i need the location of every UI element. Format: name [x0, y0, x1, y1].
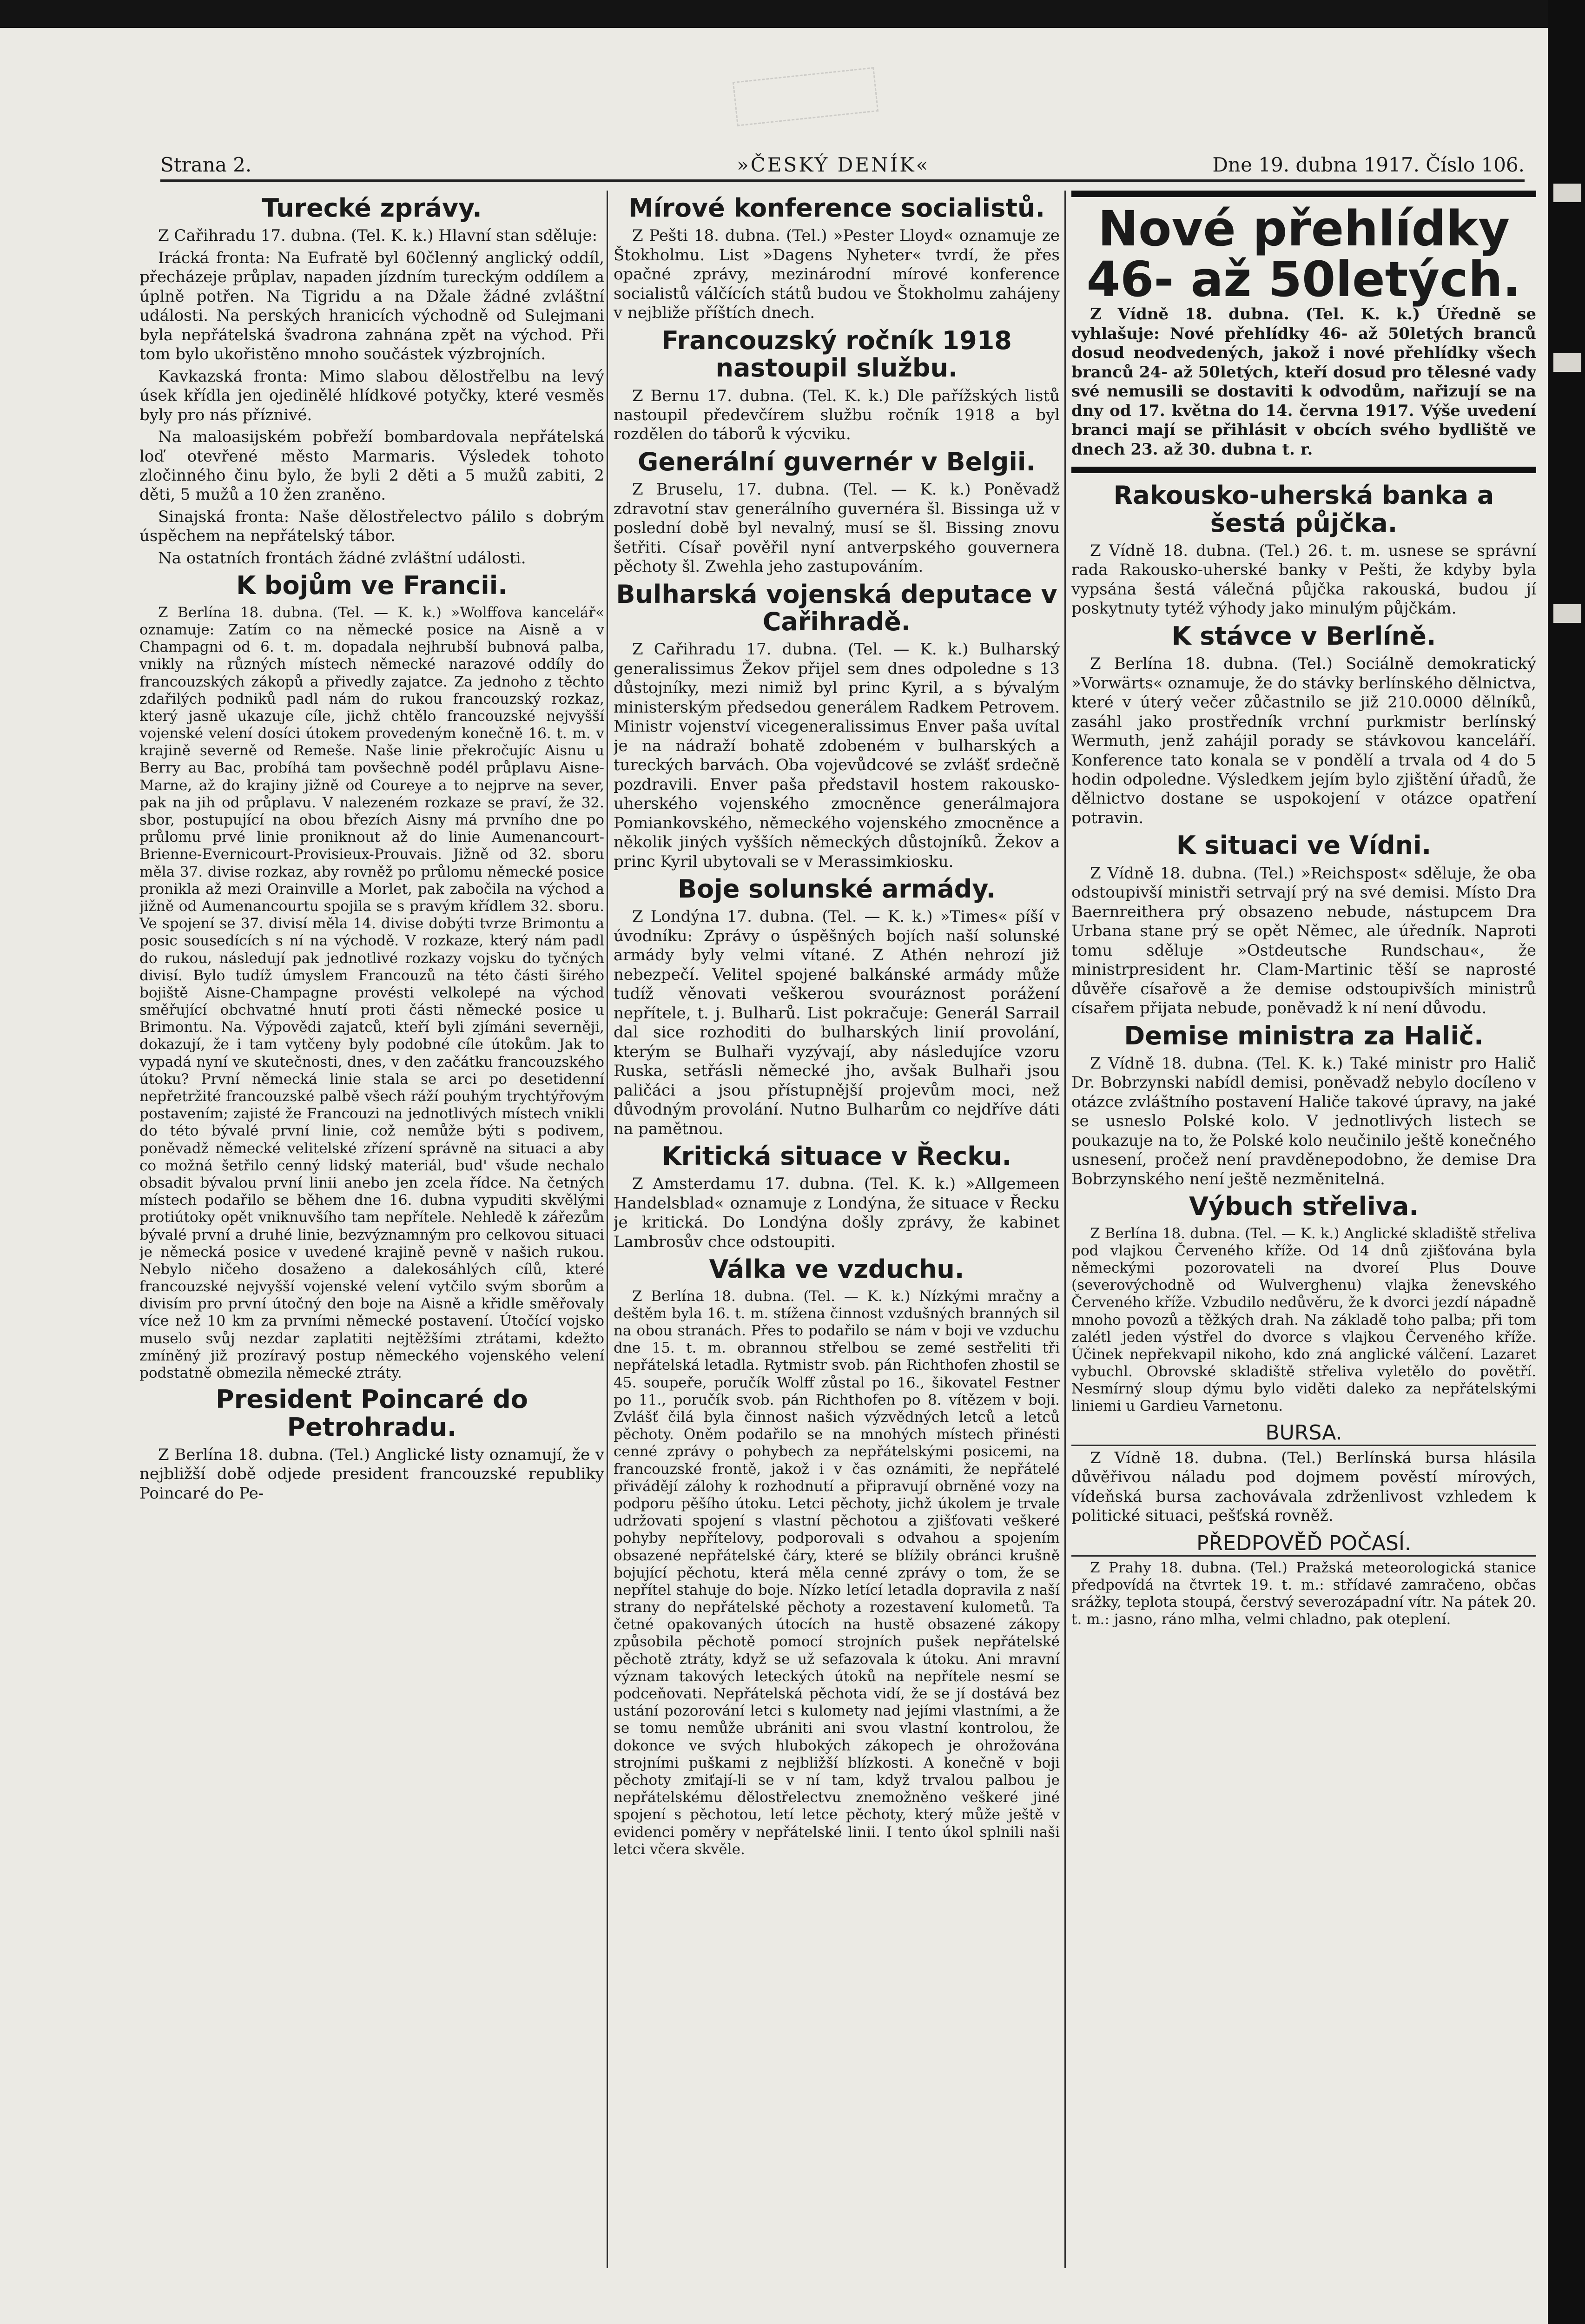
adjacent-page-fragment [1553, 604, 1581, 623]
article-text: Irácká fronta: Na Eufratě byl 60členný anglický oddíl, přecházeje průplav, napaden jízdním tureckým oddílem a úplně potřen. Na Tigridu a na Džale žádné zvláštní události. Na perských hranicích východně od Sulejmani byla nepřátelská švadrona zahnána zpět na východ. Při tom bylo ukořistěno mnoho součástek výzbrojních. [139, 248, 604, 364]
article-text: Z Berlína 18. dubna. (Tel.) Sociálně demokratický »Vorwärts« oznamuje, že do stávky berlínského dělnictva, které v úterý večer zůčastnilo se již 210.0000 dělníků, zasáhl jako prostředník vrchní purkmistr berlínský Wermuth, jenž zahájil porady se stávkovou kanceláří. Konference tato konala se v pondělí a trvala od 4 do 5 hodin odpoledne. Výsledkem jejím bylo zjištění úřadů, že dělnictvo dostane se uspokojení v otázce opatření potravin. [1071, 654, 1536, 827]
announcement-text: Z Vídně 18. dubna. (Tel. K. k.) Úředně se vyhlašuje: Nové přehlídky 46- až 50letých branců dosud neodvedených, jakož i nové přehlídky všech branců 24- až 50letých, kteří dosud pro tělesné vady své nemusili se dostaviti k odvodům, nařizují se na dny od 17. května do 14. června 1917. Výše uvedení branci mají se přihlásit v obcích svého bydliště ve dnech 23. až 30. dubna t. r. [1071, 305, 1536, 459]
article-heading: Výbuch střeliva. [1189, 1192, 1419, 1221]
article-text: Kavkazská fronta: Mimo slabou dělostřelbu na levý úsek křídla jen ojedinělé hlídkové potyčky, které vesměs byly pro nás příznivé. [139, 367, 604, 424]
article-heading: Rakousko-uherská banka a šestá půjčka. [1113, 481, 1494, 538]
article-text: Z Vídně 18. dubna. (Tel.) »Reichspost« sděluje, že oba odstoupivší ministři setrvají prý na své demisi. Místo Dra Baernreithera prý obsazeno nebude, nástupcem Dra Urbana stane prý se opět Němec, ale úředník. Naproti tomu sděluje »Ostdeutsche Rundschau«, že ministrpresident hr. Clam-Martinic těší se naprosté důvěře císařově a že demise odstoupivších ministrů císařem přijata nebude, poněvadž k ní není důvodu. [1071, 864, 1536, 1018]
article-text: Z Cařihradu 17. dubna. (Tel. K. k.) Hlavní stan sděluje: [158, 226, 598, 245]
article-heading: Francouzský ročník 1918 nastoupil službu. [661, 325, 1012, 383]
newspaper-title: »ČESKÝ DENÍK« [737, 153, 930, 176]
article-text: Z Cařihradu 17. dubna. (Tel. — K. k.) Bulharský generalissimus Žekov přijel sem dnes odpoledne s 13 důstojníky, mezi nimiž byl princ Kyril, a s bývalým ministerským předsedou generálem Radkem Petrovem. Ministr vojenství vicegeneralissimus Enver paša uvítal je na nádraží bohatě zdobeném v bulharských a tureckých barvách. Oba vojevůdcové se zvlášť srdečně pozdravili. Enver paša představil hostem rakousko-uherského vojenského zmocněnce generálmajora Pomiankovského, německého vojenského zmocněnce a několik jiných vyšších německých důstojníků. Žekov a princ Kyril ubytovali se v Merassimkiosku. [614, 640, 1060, 871]
column-2 [614, 191, 1060, 2273]
section-heading-weather: PŘEDPOVĚĎ POČASÍ. [1071, 1532, 1536, 1557]
library-stamp [733, 67, 878, 126]
article-text: Z Bernu 17. dubna. (Tel. K. k.) Dle pařížských listů nastoupil předevčírem službu ročník 1918 a byl rozdělen do táborů k výcviku. [614, 386, 1060, 444]
article-heading: Turecké zprávy. [262, 193, 482, 223]
announcement-box [1071, 191, 1536, 473]
article-heading: Demise ministra za Halič. [1124, 1021, 1484, 1050]
article-text: Z Berlína 18. dubna. (Tel. — K. k.) Anglické skladiště střeliva pod vlajkou Červeného kříže. Od 14 dnů zjišťována byla německými pozorovateli na dvoreí Plus Douve (severovýchodně od Wulverghenu) vlajka ženevského Červeného kříže. Vzbudilo nedůvěru, že k dvorci jezdí nápadně mnoho povozů a těžkých drah. Na základě toho palba; při tom zalétl jeden výstřel do dvorce s vlajkou Červeného kříže. Účinek nepřekvapil nikoho, kdo zná anglické válčení. Lazaret vybuchl. Obrovské skladiště střeliva vyletělo do povětří. Nesmírný sloup dýmu bylo viděti daleko za nepřátelskými liniemi u Gardieu Varnetonu. [1071, 1225, 1536, 1415]
article-heading: Boje solunské armády. [677, 874, 996, 904]
column-divider [607, 191, 608, 2268]
article-heading: Mírové konference socialistů. [628, 193, 1045, 223]
article-heading: K stávce v Berlíně. [1171, 621, 1436, 651]
article-text: Z Bruselu, 17. dubna. (Tel. — K. k.) Poněvadž zdravotní stav generálního guvernéra šl. Bissinga už v poslední době byl nevalný, musí se šl. Bissing znovu šetřiti. Císař pověřil nyní antverpského gouvernera pěchoty šl. Zwehla jeho zastupováním. [614, 480, 1060, 576]
adjacent-page-fragment [1553, 184, 1581, 202]
article-text: Z Prahy 18. dubna. (Tel.) Pražská meteorologická stanice předpovídá na čtvrtek 19. t. m.: střídavé zamračeno, občas srážky, teplota stoupá, čerstvý severozápadní vítr. Na pátek 20. t. m.: jasno, ráno mlha, velmi chladno, pak oteplení. [1071, 1559, 1536, 1628]
article-heading: Válka ve vzduchu. [709, 1254, 964, 1284]
article-text: Z Amsterdamu 17. dubna. (Tel. K. k.) »Allgemeen Handelsblad« oznamuje z Londýna, že situace v Řecku je kritická. Do Londýna došly zprávy, že kabinet Lambrosův chce odstoupiti. [614, 1175, 1060, 1251]
article-text: Z Londýna 17. dubna. (Tel. — K. k.) »Times« píší v úvodníku: Zprávy o úspěšných bojích naší solunské armády byly velmi vítané. Z Athén nehrozí již nebezpečí. Velitel spojené balkánské armády může tudíž věnovati veškerou svouráznost porážení nepřítele, t. j. Bulharů. List pokračuje: Generál Sarrail dal sice rozhoditi do bulharských linií provolání, kterým se Bulhaři vyzývají, aby následujíce vzoru Ruska, setřásli německé jho, avšak Bulhaři jsou paličáci a jsou přístupnější projevům moci, než důvodným provolání. Nutno Bulharům co nejdříve dáti na pamětnou. [614, 907, 1060, 1138]
issue-date: Dne 19. dubna 1917. Číslo 106. [1212, 153, 1525, 176]
adjacent-page-edge [1548, 0, 1585, 2324]
column-divider [1064, 191, 1066, 2268]
article-heading: K situaci ve Vídni. [1176, 831, 1432, 860]
article-text: Z Berlína 18. dubna. (Tel. — K. k.) Nízkými mračny a deštěm byla 16. t. m. stížena činnost vzdušných branných sil na obou stranách. Přes to podařilo se nám v boji ve vzduchu dne 15. t. m. obrannou střelbou se zemé sestřeliti tři nepřátelská letadla. Rytmistr svob. pán Richthofen zhostil se 45. soupeře, poručík Wolff zůstal po 16., šikovatel Festner po 11., poručík svob. pán Richthofen po 8. vítězem v boji. Zvlášť čilá byla činnost našich výzvědných letců a letců pěchoty. Oněm podařilo se na mnohých místech přinésti cenné zprávy o pohybech za nepřátelskými posicemi, na francouzské frontě, jakož i v čas oznámiti, že nepřátelé přivádějí zálohy k rozhodnutí a připravují obrněné vozy na podporu pěšího útoku. Letci pěchoty, jichž úkolem je trvale udržovati spojení s vlastní pěchotou a zjišťovati veškeré pohyby nepřítelovy, podporovali s odvahou a spojením obsazené nepřátelské čáry, které se blížily obránci krušně bojující pěchotu, která měla cenné zprávy o tom, že se nepřítel stahuje do boje. Nízko letící letadla dopravila z naší strany do nepřátelské pěchoty a rozestavení kulometů. Ta četné opakovaných útocích na hustě obsazené zákopy způsobila pěchotě pomocí strojních pušek nepřátelské pěchotě ztráty, když se už sefazovala k útoku. Ani mravní význam takových leteckých útoků na nepřítele nesmí se podceňovati. Nepřátelská pěchota vidí, že se jí dostává bez ustání pozorování letci s kulomety nad jejími vlastními, a že se tomu nemůže ubrániti ani svou vlastní kontrolou, že dokonce ve svých hlubokých zákopech je ohrožována strojními puškami z nejbližší blízkosti. A konečně v boji pěchoty zmiťají-li se v ní tam, když trvalou palbou je nepřátelskému dělostřelectvu znemožněno veškeré jiné spojení s pěchotou, letí letce pěchoty, který může ještě v evidenci poměry v nepřátelské linii. I tento úkol splnili naši letci včera skvěle. [614, 1287, 1060, 1858]
article-heading: President Poincaré do Petrohradu. [216, 1385, 528, 1442]
article-text: Z Berlína 18. dubna. (Tel. — K. k.) »Wolffova kancelář« oznamuje: Zatím co na německé posice na Aisně a v Champagni od 6. t. m. dopadala nejhrubší bubnová palba, vnikly na různých místech německé narazové oddíly do francouzských zákopů a přivedly zajatce. Za jednoho z těchto zdařilých podniků padl nám do rukou francouzský rozkaz, který jasně ukazuje cíle, jichž chtělo francouzské nejvyšší vojenské velení dosíci útokem provedeným konečně 16. t. m. v krajině severně od Remeše. Naše linie překročujíc Aisnu u Berry au Bac, probíhá tam povšechně podél průplavu Aisne-Marne, až do krajiny jižně od Coureye a to nejprve na sever, pak na jih od průplavu. V nalezeném rozkaze se praví, že 32. sbor, postupující na obou březích Aisny má prvního dne po průlomu prvé linie proniknout až do linie Aumenancourt-Brienne-Evernicourt-Provisieux-Prouvais. Jižně od 32. sboru měla 37. divise rozkaz, aby rovněž po průlomu německé posice pronikla až mezi Orainville a Morlet, pak zabočila na východ a jižně od Aumenancourtu spojila se s pravým křídlem 32. sboru. Ve spojení se 37. divisí měla 14. divise dobýti tvrze Brimontu a posic sousedících s ní na východě. V rozkaze, který nám padl do rukou, následují pak jednotlivé rozkazy vojsku do tyčných divisí. Bylo tudíž úmyslem Francouzů na této části širého bojiště Aisne-Champagne provésti velkolepé na východ směřující obchvatné hnutí proti části německé posice u Brimontu. Na. Výpovědi zajatců, kteří byli zjímáni severněji, dokazují, že i tam vytčeny byly podobné cíle útokům. Jak to vypadá nyní ve skutečnosti, dnes, v den začátku francouzského útoku? První německá linie stala se arci po desetidenní nepřetržité francouzské palbě všech ráží pouhým trychtýřovým postavením; zajisté že Francouzi na jednotlivých místech vnikli do této bývalé první linie, což nemůže býti s podivem, poněvadž německé velitelské zřízení správně na situaci a aby co možná šetřilo cenný lidský materiál, bud' všude nechalo obsadit bývalou první linii anebo jen zcela řídce. Na četných místech podařilo se během dne 16. dubna vypuditi skvělými protiútoky opět vniknuvšího tam nepřítele. Nehledě k zářezům bývalé první a druhé linie, bezvýznamným pro celkovou situaci je německá posice v uvedené krajině pevně v našich rukou. Nebylo ničeho dosaženo a dalekosáhlých cílů, které francouzské nejvyšší vojenské velení vytčilo svým sborům a divisím pro první útočný den boje na Aisně a křidle směřovaly více než 10 km za prvními německé postavení. Útočící vojsko muselo svůj nezdar zaplatiti nejtěžšími ztrátami, kdežto zmíněný již prozíravý postup německého vojenského velení podstatně obmezila německé ztráty. [139, 604, 604, 1381]
column-3 [1071, 191, 1536, 2273]
page-header [160, 153, 1525, 182]
page-number: Strana 2. [160, 153, 252, 176]
article-text: Sinajská fronta: Naše dělostřelectvo pálilo s dobrým úspěchem na nepřátelský tábor. [139, 507, 604, 546]
article-text: Z Vídně 18. dubna. (Tel.) Berlínská bursa hlásila důvěřivou náladu pod dojmem pověstí mírových, vídeňská bursa zachovávala zdrženlivost vzhledem k politické situaci, pešťská rovněž. [1071, 1448, 1536, 1525]
adjacent-page-fragment [1553, 353, 1581, 372]
article-text: Na maloasijském pobřeží bombardovala nepřátelská loď otevřené město Marmaris. Výsledek tohoto zločinného činu bylo, že byli 2 děti a 5 mužů zabiti, 2 děti, 5 mužů a 10 žen zraněno. [139, 428, 604, 504]
article-text: Z Vídně 18. dubna. (Tel. K. k.) Také ministr pro Halič Dr. Bobrzynski nabídl demisi, poněvadž nebylo docíleno v otázce zvláštního postavení Haliče takové úpravy, na jaké se usneslo Polské kolo. V jednotlivých listech se poukazuje na to, že Polské kolo neučinilo ještě konečného usnesení, pročež není pravděnepodobno, že demise Dra Bobrzynského není ještě nezměnitelná. [1071, 1054, 1536, 1188]
article-text: Z Berlína 18. dubna. (Tel.) Anglické listy oznamují, že v nejbližší době odjede president francouzské republiky Poincaré do Pe- [139, 1445, 604, 1503]
article-text: Z Pešti 18. dubna. (Tel.) »Pester Lloyd« oznamuje ze Štokholmu. List »Dagens Nyheter« tvrdí, že přes opačné zprávy, mezinárodní mírové konference socialistů válčících států budou ve Štokholmu zahájeny v nejbliže příštích dnech. [614, 226, 1060, 323]
article-heading: K bojům ve Francii. [236, 571, 508, 601]
article-heading: Generální guvernér v Belgii. [638, 447, 1036, 476]
article-heading: Bulharská vojenská deputace v Cařihradě. [616, 579, 1057, 637]
article-text: Na ostatních frontách žádné zvláštní události. [158, 548, 526, 568]
announcement-title: Nové přehlídky 46- až 50letých. [1086, 200, 1521, 308]
column-1 [139, 191, 604, 2273]
article-heading: Kritická situace v Řecku. [661, 1142, 1012, 1171]
section-heading-bursa: BURSA. [1071, 1421, 1536, 1446]
article-text: Z Vídně 18. dubna. (Tel.) 26. t. m. usnese se správní rada Rakousko-uherské banky v Pešti, že kdyby byla vypsána šestá válečná půjčka rakouská, budou jí poskytnuty tytéž výhody jako minulým půjčkám. [1071, 541, 1536, 618]
